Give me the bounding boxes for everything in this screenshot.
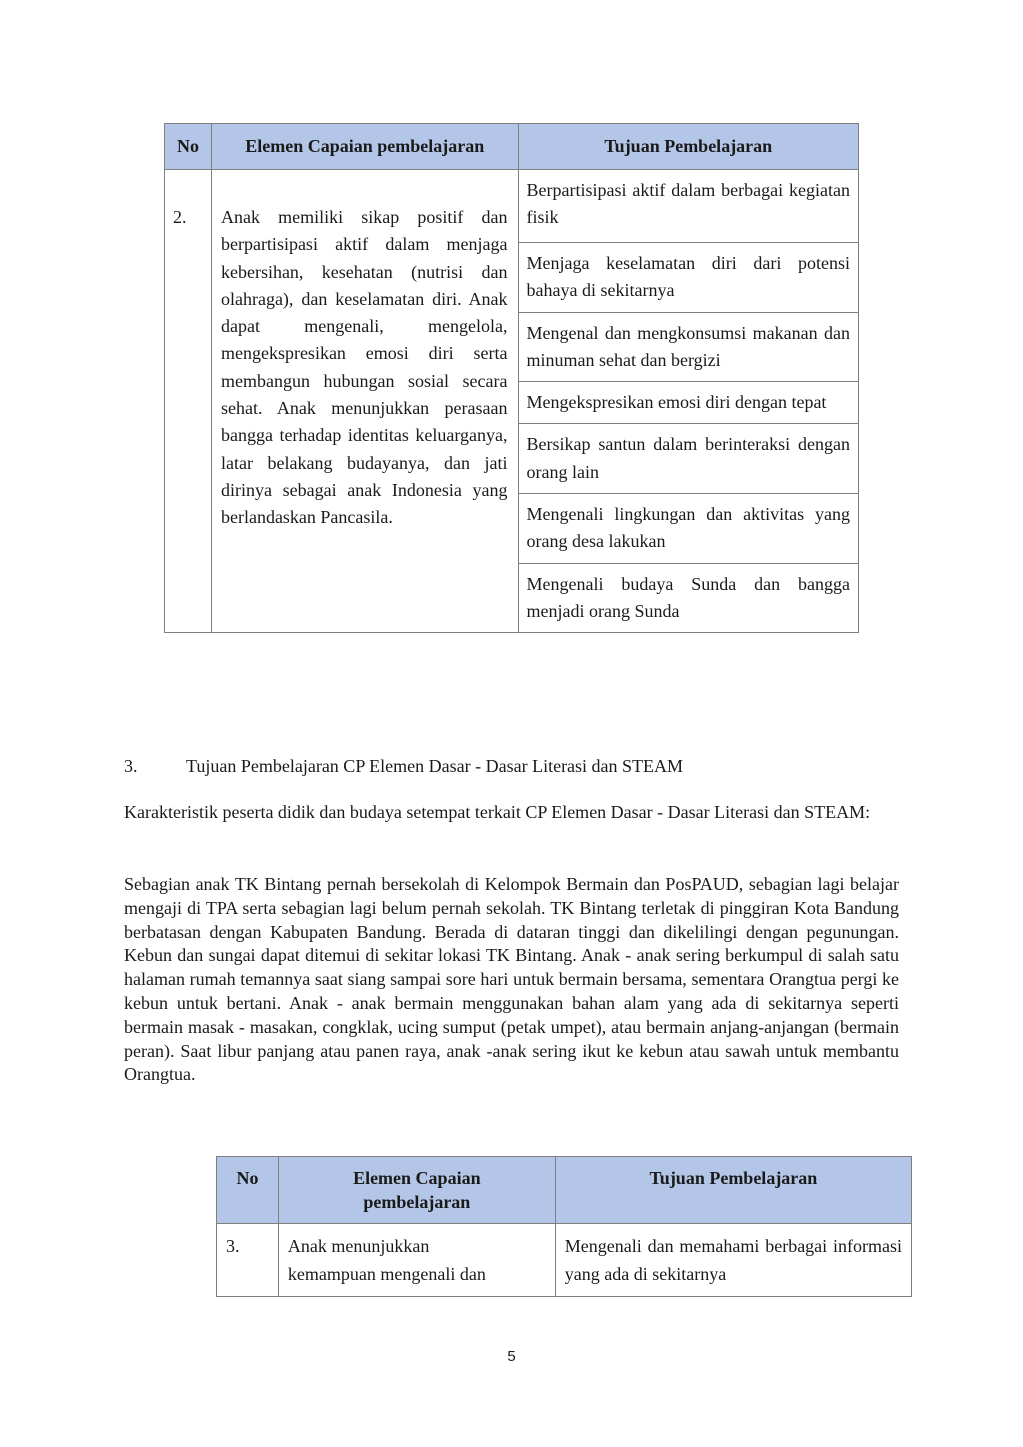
elemen-text: Anak menunjukkan kemampuan mengenali dan — [287, 1236, 486, 1284]
tujuan-item: Mengenali lingkungan dan aktivitas yang orang desa lakukan — [518, 494, 858, 564]
header-tujuan: Tujuan Pembelajaran — [518, 124, 858, 170]
header-tujuan: Tujuan Pembelajaran — [555, 1157, 911, 1224]
tujuan-item: Bersikap santun dalam berinteraksi dengan orang lain — [518, 424, 858, 494]
header-elemen-text: Elemen Capaian pembelajaran — [353, 1168, 481, 1212]
table-row — [165, 170, 859, 243]
header-no: No — [165, 124, 212, 170]
tujuan-item: Mengekspresikan emosi diri dengan tepat — [518, 382, 858, 424]
section-title: Tujuan Pembelajaran CP Elemen Dasar - Dasar Literasi dan STEAM — [186, 756, 684, 776]
elemen-cell: Anak memiliki sikap positif dan berpartisipasi aktif dalam menjaga kebersihan, kesehatan (nutrisi dan olahraga), dan keselamatan diri. Anak dapat mengenali, mengelola, mengekspresikan emosi diri serta membangun hubungan sosial secara sehat. Anak menunjukkan perasaan bangga terhadap identitas keluarganya, latar belakang budayanya, dan jati dirinya sebagai anak Indonesia yang berlandaskan Pancasila. — [211, 170, 518, 633]
tujuan-item: Menjaga keselamatan diri dari potensi bahaya di sekitarnya — [518, 243, 858, 313]
body-paragraph: Sebagian anak TK Bintang pernah bersekolah di Kelompok Bermain dan PosPAUD, sebagian lagi belajar mengaji di TPA serta sebagian lagi belum pernah sekolah. TK Bintang terletak di pinggiran Kota Bandung berbatasan dengan Kabupaten Bandung. Berada di dataran tinggi dan dikelilingi dengan pegunungan. Kebun dan sungai dapat ditemui di sekitar lokasi TK Bintang. Anak - anak sering berkumpul di salah satu halaman rumah temannya saat siang sampai sore hari untuk bermain bersama, sementara Orangtua pergi ke kebun untuk bertani. Anak - anak bermain menggunakan bahan alam yang ada di sekitarnya seperti bermain masak - masakan, congklak, ucing sumput (petak umpet), atau bermain anjang-anjangan (bermain peran). Saat libur panjang atau panen raya, anak -anak sering ikut ke kebun atau sawah untuk membantu Orangtua. — [124, 874, 899, 1085]
learning-objectives-table-2 — [164, 123, 859, 633]
tujuan-item: Berpartisipasi aktif dalam berbagai kegiatan fisik — [518, 170, 858, 243]
tujuan-item: Mengenal dan mengkonsumsi makanan dan minuman sehat dan bergizi — [518, 312, 858, 382]
header-elemen — [278, 1157, 555, 1224]
page-number: 5 — [507, 1348, 516, 1365]
row-number: 3. — [217, 1224, 279, 1297]
header-no: No — [217, 1157, 279, 1224]
table-row — [217, 1224, 912, 1297]
section-number: 3. — [124, 756, 138, 776]
learning-objectives-table-3 — [216, 1156, 912, 1297]
tujuan-item: Mengenali dan memahami berbagai informasi yang ada di sekitarnya — [555, 1224, 911, 1297]
row-number: 2. — [165, 170, 212, 633]
header-elemen: Elemen Capaian pembelajaran — [211, 124, 518, 170]
intro-paragraph: Karakteristik peserta didik dan budaya setempat terkait CP Elemen Dasar - Dasar Literasi dan STEAM: — [124, 802, 871, 822]
tujuan-item: Mengenali budaya Sunda dan bangga menjadi orang Sunda — [518, 563, 858, 633]
table-header-row — [217, 1157, 912, 1224]
table-header-row — [165, 124, 859, 170]
elemen-cell — [278, 1224, 555, 1297]
section-heading — [124, 755, 683, 779]
